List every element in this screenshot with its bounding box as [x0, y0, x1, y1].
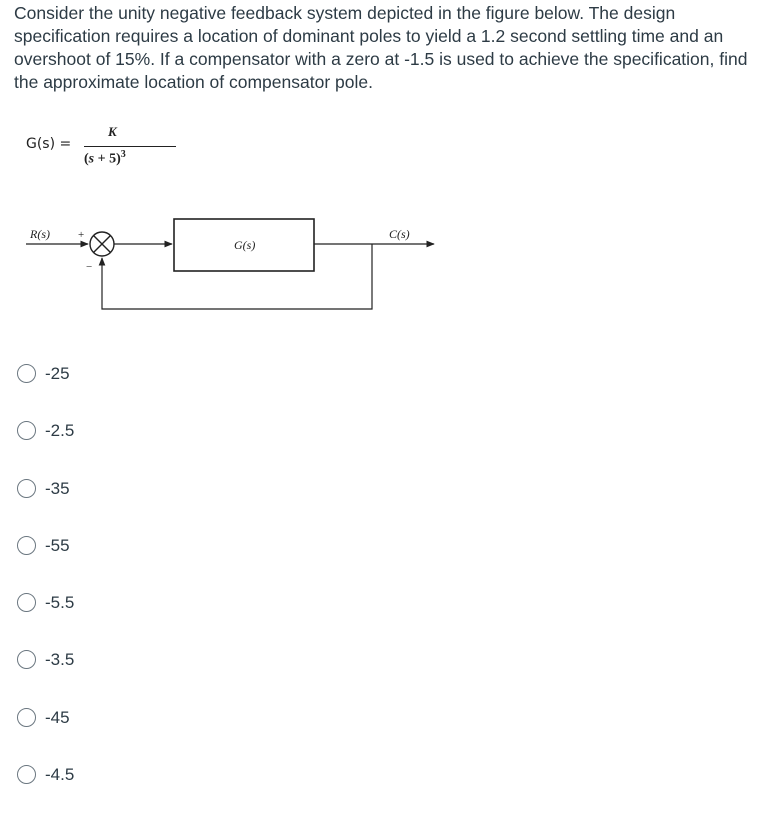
formula-numerator: K [108, 124, 117, 139]
output-label: C(s) [389, 227, 410, 241]
answer-option[interactable] [17, 362, 74, 419]
option-label: -3.5 [45, 650, 75, 670]
option-label: -25 [45, 364, 70, 383]
option-label: -4.5 [45, 765, 75, 785]
answer-option[interactable] [17, 706, 74, 763]
question-text: Consider the unity negative feedback system depicted in the figure below. The design specification requires a location of dominant poles to yield a 1.2 second settling time and an overshoot of 15%. If a compensator with a zero at -1.5 is used to achieve the specification, find the approximate location of compensator pole. [14, 3, 748, 92]
radio-button[interactable] [17, 765, 36, 784]
answer-options [17, 362, 74, 820]
radio-button[interactable] [17, 650, 36, 669]
plus-sign: + [78, 229, 85, 241]
minus-sign: − [86, 261, 93, 273]
formula-denominator: $(s + 5)^3$ [84, 149, 126, 167]
transfer-function-formula [26, 124, 166, 174]
option-label: -5.5 [45, 593, 75, 613]
radio-button[interactable] [17, 364, 36, 383]
answer-option[interactable] [17, 534, 74, 591]
formula-lhs: G(s) = [26, 136, 72, 152]
option-label: -2.5 [45, 421, 75, 441]
option-label: -55 [45, 535, 70, 555]
radio-button[interactable] [17, 421, 36, 440]
option-label: -35 [45, 478, 70, 498]
answer-option[interactable] [17, 648, 74, 705]
block-diagram [0, 210, 460, 320]
answer-option[interactable] [17, 591, 74, 648]
answer-option[interactable] [17, 419, 74, 476]
answer-option[interactable] [17, 477, 74, 534]
answer-option[interactable] [17, 763, 74, 820]
radio-button[interactable] [17, 593, 36, 612]
radio-button[interactable] [17, 536, 36, 555]
option-label: -45 [45, 707, 70, 727]
radio-button[interactable] [17, 479, 36, 498]
fraction-bar [84, 146, 176, 147]
block-label: G(s) [234, 238, 256, 252]
radio-button[interactable] [17, 708, 36, 727]
input-label: R(s) [30, 227, 50, 241]
summing-junction [90, 232, 114, 256]
